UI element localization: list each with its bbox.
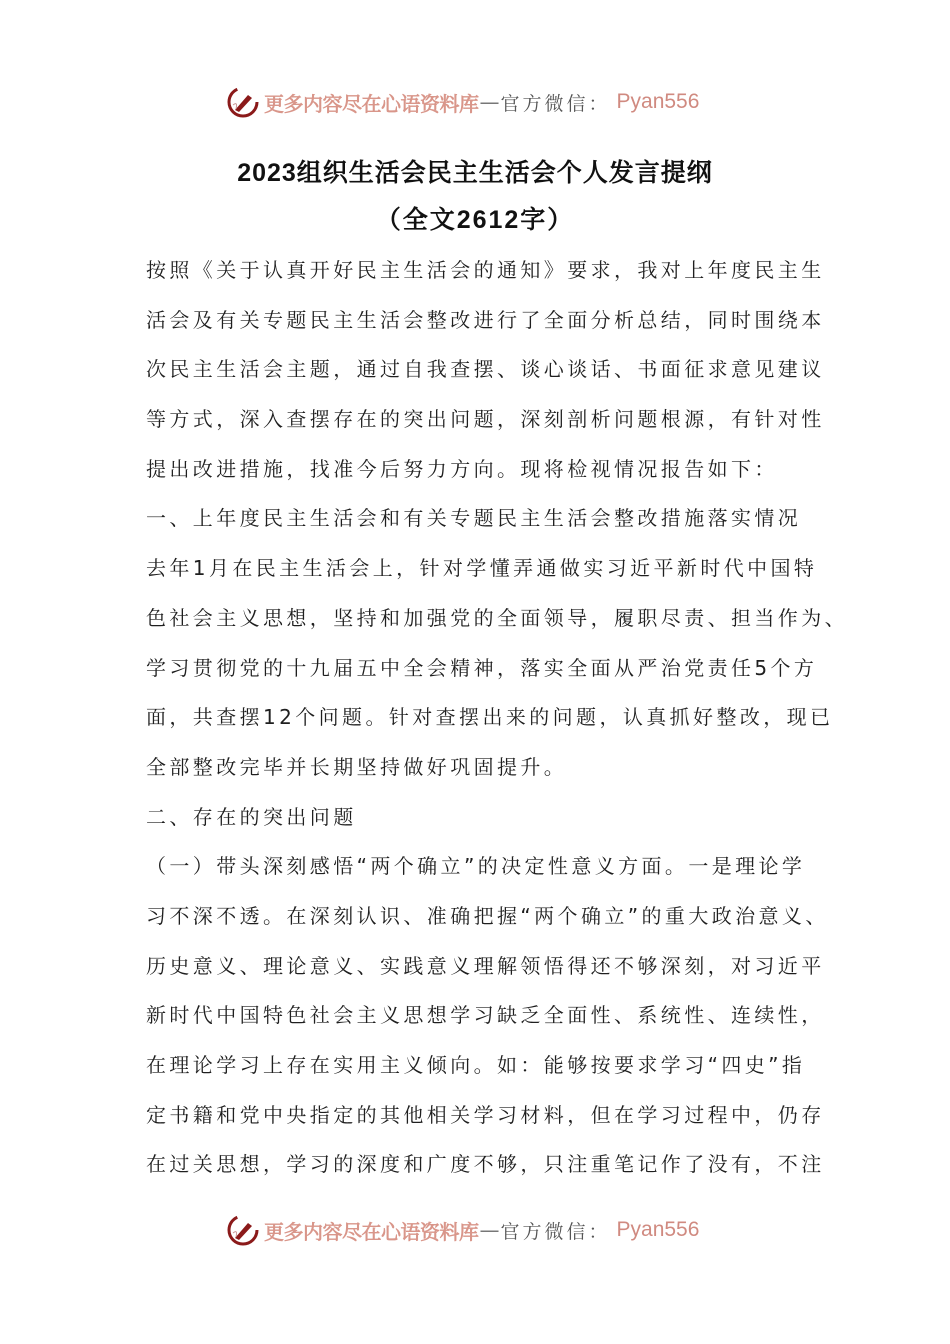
body-line: 活会及有关专题民主生活会整改进行了全面分析总结，同时围绕本 [146, 307, 825, 332]
watermark-dash: — [479, 1218, 500, 1242]
watermark-wechat-label: 官方微信： [500, 1220, 611, 1243]
document-body [146, 246, 848, 1190]
body-line: 提出改进措施，找准今后努力方向。现将检视情况报告如下： [146, 456, 778, 481]
header-watermark [226, 82, 699, 122]
watermark-site-text: 更多内容尽在心语资料库 [264, 91, 479, 116]
body-line: 历史意义、理论意义、实践意义理解领悟得还不够深刻，对习近平 [146, 953, 825, 978]
watermark-wechat-id: Pyan556 [616, 1218, 700, 1241]
body-line: 去年1月在民主生活会上，针对学懂弄通做实习近平新时代中国特 [146, 556, 818, 581]
pen-logo-icon [226, 1213, 260, 1247]
body-line: 次民主生活会主题，通过自我查摆、谈心谈话、书面征求意见建议 [146, 357, 825, 382]
footer-watermark [226, 1210, 699, 1250]
body-line: （一）带头深刻感悟“两个确立”的决定性意义方面。一是理论学 [146, 854, 806, 879]
document-subtitle: （全文2612字） [375, 206, 575, 234]
body-line: 定书籍和党中央指定的其他相关学习材料，但在学习过程中，仍存 [146, 1102, 825, 1127]
body-line: 等方式，深入查摆存在的突出问题，深刻剖析问题根源，有针对性 [146, 407, 825, 432]
pen-logo-icon [226, 85, 260, 119]
body-line: 习不深不透。在深刻认识、准确把握“两个确立”的重大政治意义、 [146, 903, 829, 928]
watermark-site-text: 更多内容尽在心语资料库 [264, 1219, 479, 1244]
body-line: 按照《关于认真开好民主生活会的通知》要求，我对上年度民主生 [146, 258, 825, 282]
document-title: 2023组织生活会民主生活会个人发言提纲 [237, 159, 713, 187]
watermark-wechat-label: 官方微信： [500, 92, 611, 115]
body-line: 色社会主义思想，坚持和加强党的全面领导，履职尽责、担当作为、 [146, 605, 848, 630]
watermark-wechat-id: Pyan556 [616, 90, 700, 113]
body-line: 在理论学习上存在实用主义倾向。如：能够按要求学习“四史”指 [146, 1053, 806, 1077]
body-line: 面，共查摆12个问题。针对查摆出来的问题，认真抓好整改，现已 [146, 705, 834, 730]
watermark-dash: — [479, 90, 500, 114]
body-line: 全部整改完毕并长期坚持做好巩固提升。 [146, 754, 568, 779]
body-line: 新时代中国特色社会主义思想学习缺乏全面性、系统性、连续性， [146, 1003, 825, 1028]
body-line: 学习贯彻党的十九届五中全会精神，落实全面从严治党责任5个方 [146, 655, 818, 680]
section-heading: 二、存在的突出问题 [146, 804, 357, 829]
section-heading: 一、上年度民主生活会和有关专题民主生活会整改措施落实情况 [146, 506, 802, 531]
body-line: 在过关思想，学习的深度和广度不够，只注重笔记作了没有，不注 [146, 1152, 825, 1177]
